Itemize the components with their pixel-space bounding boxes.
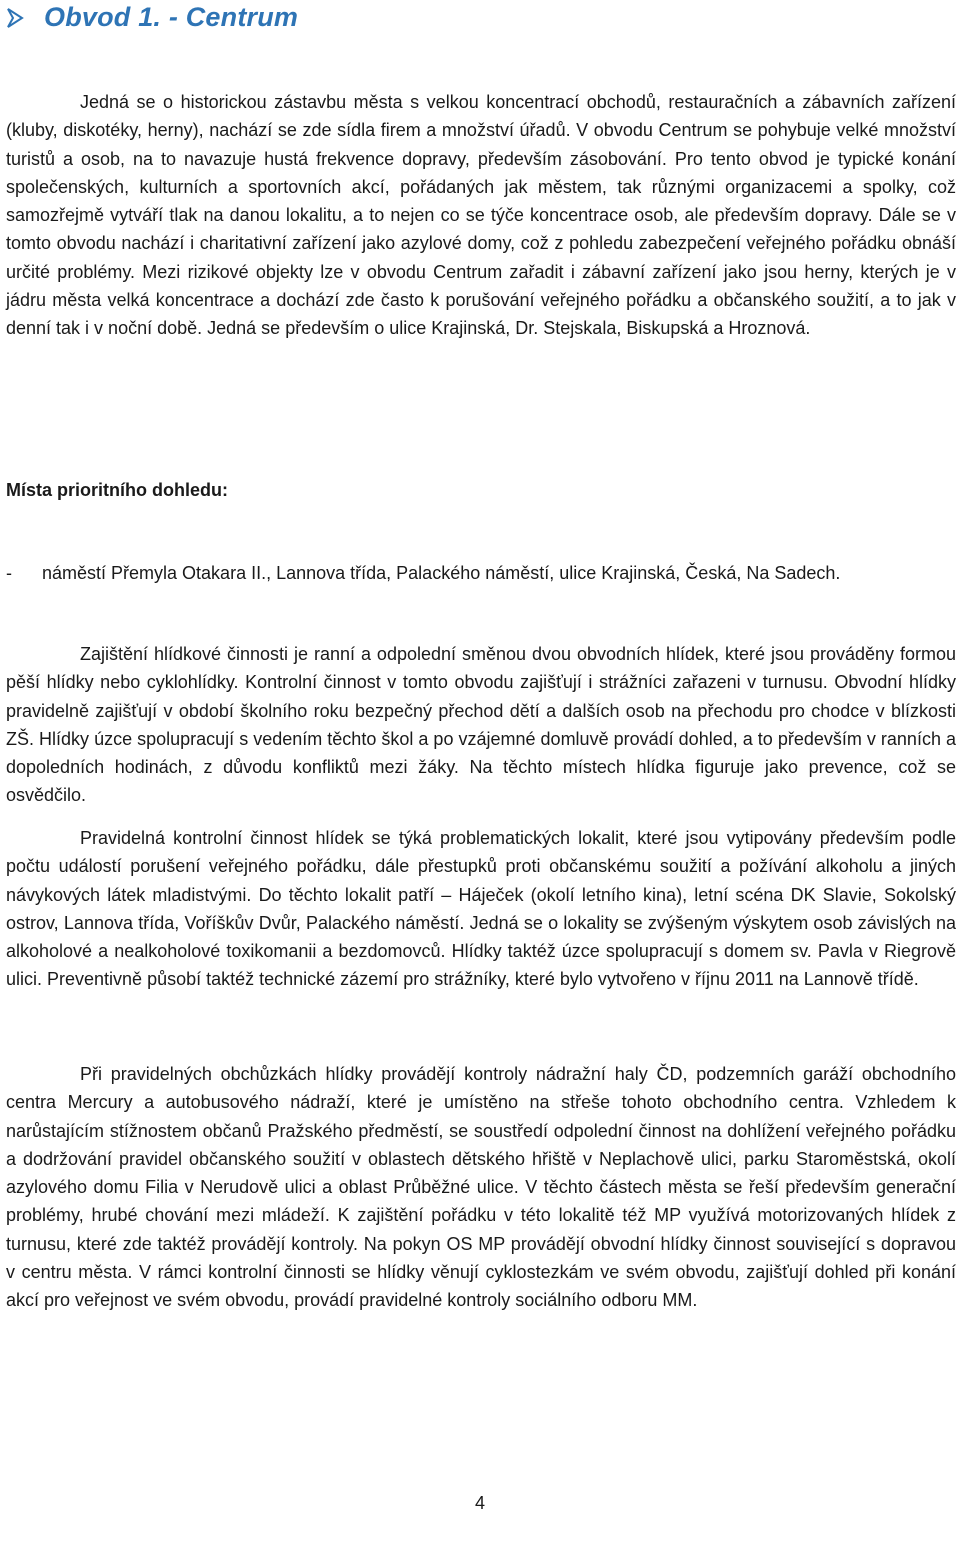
list-item	[6, 559, 840, 587]
section-title-text: Obvod 1. - Centrum	[44, 2, 299, 32]
paragraph-rounds: Při pravidelných obchůzkách hlídky provádějí kontroly nádražní haly ČD, podzemních garáží obchodního centra Mercury a autobusového nádraží, které je umístěno na střeše tohoto obchodního centra. Vzhledem k narůstajícím stížnostem občanů Pražského předměstí, se soustředí odpolední činnost na dohlížení veřejného pořádku a dodržování pravidel občanského soužití v oblastech dětského hřiště v Neplachově ulici, parku Staroměstská, okolí azylového domu Filia v Nerudově ulici a oblast Průběžné ulice. V těchto částech města se řeší především generační problémy, hrubé chování mezi mládeží. K zajištění pořádku v této lokalitě též MP využívá motorizovaných hlídek z turnusu, které zde taktéž provádějí kontroly. Na pokyn OS MP provádějí obvodní hlídky činnost související s dopravou v centru města. V rámci kontrolní činnosti se hlídky věnují cyklostezkám ve svém obvodu, zajišťují dohled při konání akcí pro veřejnost ve svém obvodu, provádí pravidelné kontroly sociálního odboru MM.	[6, 1064, 956, 1311]
paragraph-intro: Jedná se o historickou zástavbu města s velkou koncentrací obchodů, restauračních a zábavních zařízení (kluby, diskotéky, herny), nachází se zde sídla firem a množství úřadů. V obvodu Centrum se pohybuje velké množství turistů a osob, na to navazuje hustá frekvence dopravy, především zásobování. Pro tento obvod je typické konání společenských, kulturních a sportovních akcí, pořádaných jak městem, tak různými organizacemi a spolky, což samozřejmě vytváří tlak na danou lokalitu, a to nejen co se týče koncentrace osob, ale především dopravy. Dále se v tomto obvodu nachází i charitativní zařízení jako azylové domy, což z pohledu zabezpečení veřejného pořádku obnáší určité problémy. Mezi rizikové objekty lze v obvodu Centrum zařadit i zábavní zařízení jako jsou herny, kterých je v jádru města velká koncentrace a dochází zde často k porušování veřejného pořádku a občanského soužití, a to jak v denní tak i v noční době. Jedná se především o ulice Krajinská, Dr. Stejskala, Biskupská a Hroznová.	[6, 92, 956, 339]
priority-section-title: Místa prioritního dohledu:	[6, 480, 228, 500]
list-item-text: náměstí Přemyla Otakara II., Lannova třída, Palackého náměstí, ulice Krajinská, Česká, Na Sadech.	[42, 563, 841, 583]
section-heading	[6, 2, 298, 33]
list-bullet: -	[6, 563, 12, 583]
paragraph-patrol: Zajištění hlídkové činnosti je ranní a odpolední směnou dvou obvodních hlídek, které jsou prováděny formou pěší hlídky nebo cyklohlídky. Kontrolní činnost v tomto obvodu zajišťují i strážníci zařazeni v turnusu. Obvodní hlídky pravidelně zajišťují v období školního roku bezpečný přechod dětí a dalších osob na přechodu pro chodce v blízkosti ZŠ. Hlídky úzce spolupracují s vedením těchto škol a po vzájemné domluvě provádí dohled, a to především v ranních a dopoledních hodinách, z důvodu konfliktů mezi žáky. Na těchto místech hlídka figuruje jako prevence, což se osvědčilo.	[6, 644, 956, 806]
page-number: 4	[474, 1493, 485, 1513]
priority-list	[6, 559, 840, 587]
paragraph-control: Pravidelná kontrolní činnost hlídek se týká problematických lokalit, které jsou vytipovány především podle počtu událostí porušení veřejného pořádku, dále přestupků proti občanskému soužití a požívání alkoholu a jiných návykových látek mladistvými. Do těchto lokalit patří – Háječek (okolí letního kina), letní scéna DK Slavie, Sokolský ostrov, Lannova třída, Voříškův Dvůr, Palackého náměstí. Jedná se o lokality se zvýšeným výskytem osob závislých na alkoholové a nealkoholové toxikomanii a bezdomovců. Hlídky taktéž úzce spolupracují s domem sv. Pavla v Riegrově ulici. Preventivně působí taktéž technické zázemí pro strážníky, které bylo vytvořeno v říjnu 2011 na Lannově třídě.	[6, 828, 956, 990]
arrow-bullet-icon	[6, 7, 24, 29]
